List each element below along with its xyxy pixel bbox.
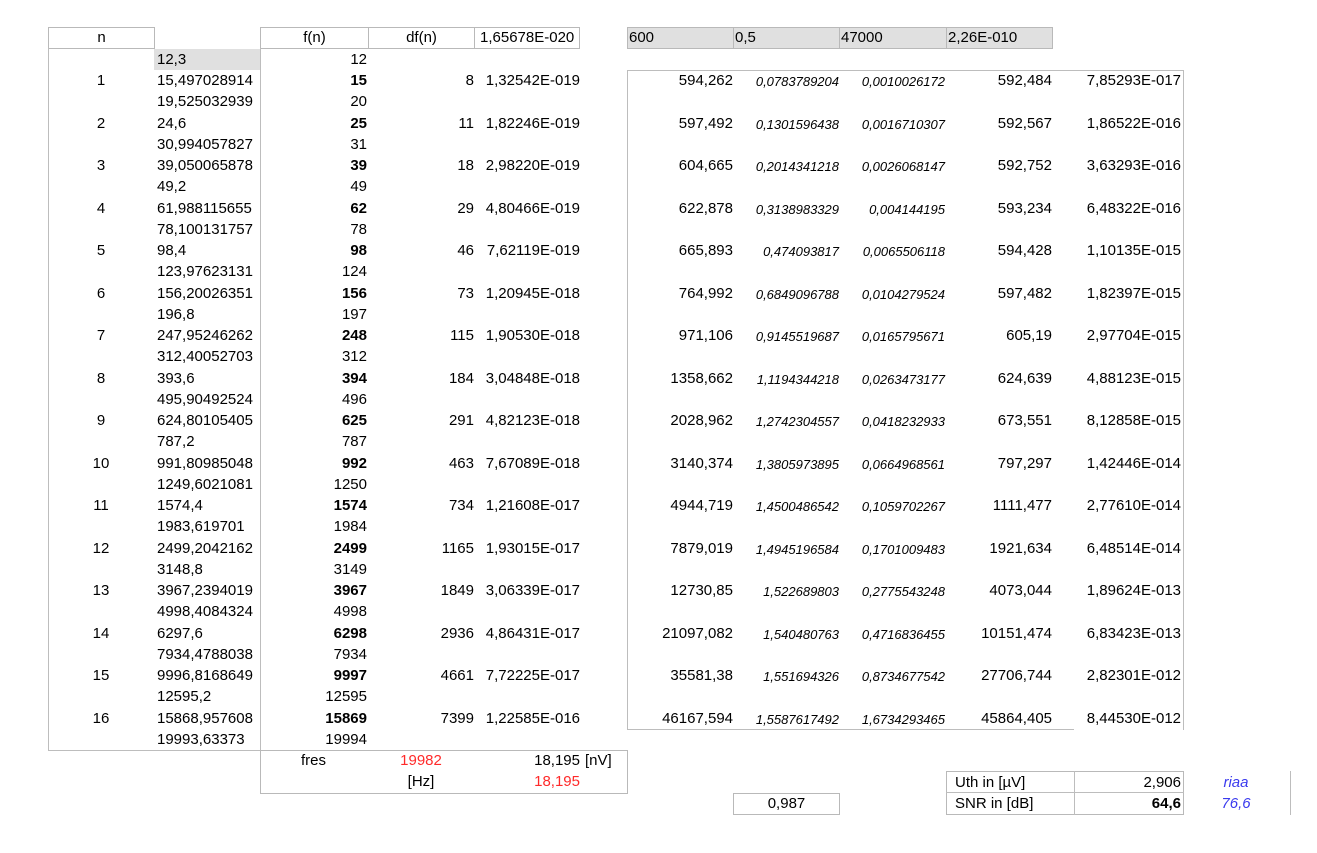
- row-g[interactable]: 3,63293E-016: [1086, 157, 1181, 174]
- row-n[interactable]: 3: [96, 157, 106, 174]
- row-df[interactable]: 8: [465, 72, 474, 89]
- row-d[interactable]: 592,484: [997, 72, 1052, 89]
- row-df[interactable]: 1849: [440, 582, 474, 599]
- row-f-mid[interactable]: 787: [341, 433, 367, 450]
- row-n[interactable]: 11: [93, 497, 109, 514]
- row-n[interactable]: 5: [96, 242, 106, 259]
- right-edge-line: [1290, 771, 1291, 815]
- row-f[interactable]: 15869: [325, 710, 367, 727]
- row-x[interactable]: 2499,2042162: [157, 540, 253, 557]
- row-a[interactable]: 1358,662: [670, 370, 733, 387]
- row-x[interactable]: 991,80985048: [157, 455, 253, 472]
- row-g[interactable]: 1,86522E-016: [1086, 115, 1181, 132]
- row-f[interactable]: 39: [350, 157, 367, 174]
- param-cell-4[interactable]: [946, 27, 1053, 49]
- row-x-mid[interactable]: 3148,8: [157, 561, 203, 578]
- row-b[interactable]: 0,0783789204: [755, 74, 839, 89]
- param-cell-3[interactable]: [839, 27, 947, 49]
- row-df[interactable]: 18: [457, 157, 474, 174]
- fres-label: fres: [301, 752, 327, 769]
- row-x[interactable]: 3967,2394019: [157, 582, 253, 599]
- row-x-mid[interactable]: 12595,2: [157, 688, 212, 705]
- row-g[interactable]: 2,97704E-015: [1086, 327, 1181, 344]
- param-cell-1[interactable]: [627, 27, 734, 49]
- row-f-mid[interactable]: 1250: [333, 476, 367, 493]
- row-e[interactable]: 2,98220E-019: [485, 157, 580, 174]
- row-df[interactable]: 46: [457, 242, 474, 259]
- row-d[interactable]: 27706,744: [981, 667, 1052, 684]
- first-f: 12: [350, 51, 367, 68]
- row-f-mid[interactable]: 7934: [333, 646, 367, 663]
- row-b[interactable]: 1,1194344218: [756, 372, 839, 387]
- row-f[interactable]: 2499: [333, 540, 367, 557]
- row-n[interactable]: 2: [96, 115, 106, 132]
- row-x-mid[interactable]: 123,97623131: [157, 263, 253, 280]
- row-x-mid[interactable]: 312,40052703: [157, 348, 253, 365]
- row-f[interactable]: 992: [341, 455, 367, 472]
- row-f[interactable]: 9997: [333, 667, 367, 684]
- row-e[interactable]: 4,80466E-019: [485, 200, 580, 217]
- row-a[interactable]: 2028,962: [670, 412, 733, 429]
- first-x: 12,3: [157, 51, 187, 68]
- row-g[interactable]: 2,77610E-014: [1086, 497, 1181, 514]
- row-b[interactable]: 1,522689803: [763, 584, 839, 599]
- row-x-mid[interactable]: 19993,63373: [157, 731, 245, 748]
- top-value: 1,65678E-020: [480, 29, 575, 46]
- row-x-mid[interactable]: 1249,6021081: [157, 476, 253, 493]
- row-d[interactable]: 1111,477: [992, 497, 1052, 514]
- row-e[interactable]: 7,67089E-018: [485, 455, 580, 472]
- row-b[interactable]: 1,540480763: [763, 627, 839, 642]
- row-f-mid[interactable]: 20: [350, 93, 367, 110]
- row-df[interactable]: 115: [450, 327, 474, 344]
- row-g[interactable]: 6,48514E-014: [1086, 540, 1181, 557]
- row-d[interactable]: 592,567: [997, 115, 1052, 132]
- row-a[interactable]: 597,492: [678, 115, 733, 132]
- row-df[interactable]: 463: [448, 455, 474, 472]
- row-a[interactable]: 12730,85: [670, 582, 733, 599]
- ratio-value: 0,987: [767, 795, 806, 812]
- header-cell-dfn[interactable]: [368, 27, 475, 49]
- hz-value[interactable]: 18,195: [534, 773, 580, 790]
- row-c[interactable]: 0,0664968561: [861, 457, 945, 472]
- row-x-mid[interactable]: 78,100131757: [157, 221, 253, 238]
- row-f-mid[interactable]: 312: [341, 348, 367, 365]
- row-c[interactable]: 0,004144195: [869, 202, 945, 217]
- row-df[interactable]: 734: [448, 497, 474, 514]
- row-e[interactable]: 1,82246E-019: [485, 115, 580, 132]
- row-a[interactable]: 971,106: [678, 327, 733, 344]
- row-f[interactable]: 25: [350, 115, 367, 132]
- row-e[interactable]: 1,93015E-017: [485, 540, 580, 557]
- row-a[interactable]: 7879,019: [670, 540, 733, 557]
- row-c[interactable]: 0,0026068147: [861, 159, 945, 174]
- row-x-mid[interactable]: 4998,4084324: [157, 603, 253, 620]
- row-df[interactable]: 7399: [440, 710, 474, 727]
- row-d[interactable]: 45864,405: [981, 710, 1052, 727]
- row-b[interactable]: 1,2742304557: [755, 414, 839, 429]
- param-1: 600: [629, 29, 655, 46]
- row-b[interactable]: 0,6849096788: [755, 287, 839, 302]
- row-f-mid[interactable]: 31: [350, 136, 367, 153]
- row-f[interactable]: 6298: [333, 625, 367, 642]
- row-df[interactable]: 2936: [440, 625, 474, 642]
- row-n[interactable]: 9: [96, 412, 106, 429]
- row-g[interactable]: 1,89624E-013: [1086, 582, 1181, 599]
- row-x-mid[interactable]: 787,2: [157, 433, 195, 450]
- row-e[interactable]: 1,32542E-019: [485, 72, 580, 89]
- row-df[interactable]: 29: [457, 200, 474, 217]
- param-cell-2[interactable]: [733, 27, 840, 49]
- header-cell-n[interactable]: [48, 27, 155, 49]
- first-x-cell[interactable]: [154, 49, 260, 70]
- row-n[interactable]: 10: [92, 455, 110, 472]
- row-e[interactable]: 3,04848E-018: [485, 370, 580, 387]
- row-g[interactable]: 2,82301E-012: [1086, 667, 1181, 684]
- row-df[interactable]: 184: [448, 370, 474, 387]
- riaa-label: riaa: [1223, 774, 1249, 791]
- row-x[interactable]: 98,4: [157, 242, 187, 259]
- row-f-mid[interactable]: 12595: [325, 688, 367, 705]
- row-c[interactable]: 0,1059702267: [861, 499, 945, 514]
- left-table-bottom: [48, 750, 260, 751]
- row-c[interactable]: 0,0418232933: [861, 414, 945, 429]
- left-table-border: [48, 48, 49, 751]
- riaa-value[interactable]: 76,6: [1221, 795, 1251, 812]
- row-x-mid[interactable]: 19,525032939: [157, 93, 253, 110]
- row-d[interactable]: 4073,044: [989, 582, 1052, 599]
- row-x-mid[interactable]: 1983,619701: [157, 518, 245, 535]
- param-4: 2,26E-010: [948, 29, 1018, 46]
- row-f-mid[interactable]: 49: [350, 178, 367, 195]
- header-n: n: [97, 29, 106, 46]
- row-d[interactable]: 605,19: [1006, 327, 1052, 344]
- row-f-mid[interactable]: 19994: [325, 731, 367, 748]
- row-x-mid[interactable]: 30,994057827: [157, 136, 253, 153]
- row-g[interactable]: 1,42446E-014: [1086, 455, 1181, 472]
- row-b[interactable]: 0,2014341218: [755, 159, 839, 174]
- row-f[interactable]: 625: [341, 412, 367, 429]
- row-df[interactable]: 4661: [440, 667, 474, 684]
- row-g[interactable]: 6,48322E-016: [1086, 200, 1181, 217]
- row-n[interactable]: 15: [92, 667, 110, 684]
- row-n[interactable]: 7: [96, 327, 106, 344]
- row-d[interactable]: 1921,634: [989, 540, 1052, 557]
- snr-label: SNR in [dB]: [955, 795, 1034, 812]
- row-x-mid[interactable]: 49,2: [157, 178, 187, 195]
- row-b[interactable]: 1,4500486542: [755, 499, 839, 514]
- row-f-mid[interactable]: 124: [341, 263, 367, 280]
- row-c[interactable]: 0,0263473177: [861, 372, 945, 387]
- header-fn: f(n): [303, 29, 326, 46]
- row-g[interactable]: 8,12858E-015: [1086, 412, 1181, 429]
- row-e[interactable]: 3,06339E-017: [485, 582, 580, 599]
- header-cell-fn[interactable]: [260, 27, 369, 49]
- row-f[interactable]: 248: [341, 327, 367, 344]
- row-g[interactable]: 4,88123E-015: [1086, 370, 1181, 387]
- row-a[interactable]: 3140,374: [670, 455, 733, 472]
- row-e[interactable]: 4,86431E-017: [485, 625, 580, 642]
- row-f[interactable]: 15: [350, 72, 367, 89]
- row-c[interactable]: 0,0016710307: [861, 117, 945, 132]
- row-x-mid[interactable]: 495,90492524: [157, 391, 253, 408]
- row-n[interactable]: 4: [96, 200, 106, 217]
- row-g[interactable]: 7,85293E-017: [1086, 72, 1181, 89]
- row-n[interactable]: 12: [92, 540, 110, 557]
- row-x[interactable]: 39,050065878: [157, 157, 253, 174]
- row-e[interactable]: 4,82123E-018: [485, 412, 580, 429]
- row-x[interactable]: 15868,957608: [157, 710, 253, 727]
- row-a[interactable]: 21097,082: [662, 625, 733, 642]
- row-n[interactable]: 14: [92, 625, 110, 642]
- row-f[interactable]: 62: [350, 200, 367, 217]
- row-n[interactable]: 16: [92, 710, 110, 727]
- row-x[interactable]: 247,95246262: [157, 327, 253, 344]
- row-d[interactable]: 10151,474: [981, 625, 1052, 642]
- row-f-mid[interactable]: 197: [341, 306, 367, 323]
- row-x[interactable]: 624,80105405: [157, 412, 253, 429]
- row-e[interactable]: 1,21608E-017: [485, 497, 580, 514]
- row-b[interactable]: 1,3805973895: [755, 457, 839, 472]
- row-c[interactable]: 1,6734293465: [861, 712, 945, 727]
- row-f[interactable]: 394: [341, 370, 367, 387]
- row-f[interactable]: 156: [341, 285, 367, 302]
- row-c[interactable]: 0,0104279524: [861, 287, 945, 302]
- row-x[interactable]: 24,6: [157, 115, 187, 132]
- row-a[interactable]: 46167,594: [662, 710, 733, 727]
- row-x[interactable]: 61,988115655: [157, 200, 252, 217]
- row-f-mid[interactable]: 1984: [333, 518, 367, 535]
- row-b[interactable]: 1,4945196584: [755, 542, 839, 557]
- row-b[interactable]: 1,5587617492: [755, 712, 839, 727]
- row-a[interactable]: 622,878: [678, 200, 733, 217]
- uth-value[interactable]: 2,906: [1143, 774, 1181, 791]
- row-f[interactable]: 1574: [333, 497, 367, 514]
- row-b[interactable]: 0,474093817: [763, 244, 839, 259]
- row-f-mid[interactable]: 496: [341, 391, 367, 408]
- row-n[interactable]: 1: [96, 72, 106, 89]
- row-x[interactable]: 6297,6: [157, 625, 203, 642]
- row-n[interactable]: 6: [96, 285, 106, 302]
- row-d[interactable]: 593,234: [997, 200, 1052, 217]
- row-d[interactable]: 594,428: [997, 242, 1052, 259]
- row-g[interactable]: 1,10135E-015: [1086, 242, 1181, 259]
- row-a[interactable]: 4944,719: [670, 497, 733, 514]
- row-d[interactable]: 673,551: [997, 412, 1052, 429]
- snr-value[interactable]: 64,6: [1151, 795, 1181, 812]
- row-x[interactable]: 156,20026351: [157, 285, 253, 302]
- row-c[interactable]: 0,0165795671: [861, 329, 945, 344]
- row-df[interactable]: 1165: [441, 540, 474, 557]
- row-b[interactable]: 0,3138983329: [755, 202, 839, 217]
- row-e[interactable]: 7,62119E-019: [486, 242, 580, 259]
- ratio-cell[interactable]: [733, 793, 840, 815]
- param-3: 47000: [841, 29, 883, 46]
- row-x-mid[interactable]: 196,8: [157, 306, 195, 323]
- row-x[interactable]: 15,497028914: [157, 72, 253, 89]
- right-table-right: [1183, 70, 1184, 730]
- row-f-mid[interactable]: 3149: [333, 561, 367, 578]
- row-df[interactable]: 291: [448, 412, 474, 429]
- row-e[interactable]: 7,72225E-017: [485, 667, 580, 684]
- row-df[interactable]: 73: [457, 285, 474, 302]
- uth-label: Uth in [µV]: [955, 774, 1026, 791]
- row-d[interactable]: 624,639: [997, 370, 1052, 387]
- header-cell-top-value[interactable]: [474, 27, 580, 49]
- row-c[interactable]: 0,0010026172: [861, 74, 945, 89]
- row-c[interactable]: 0,0065506118: [862, 244, 945, 259]
- param-2: 0,5: [735, 29, 756, 46]
- row-n[interactable]: 13: [92, 582, 110, 599]
- row-x-mid[interactable]: 7934,4788038: [157, 646, 253, 663]
- hz-label: [Hz]: [407, 773, 435, 790]
- row-g[interactable]: 6,83423E-013: [1086, 625, 1181, 642]
- row-g[interactable]: 8,44530E-012: [1086, 710, 1181, 727]
- noise-unit: [nV]: [585, 752, 612, 769]
- row-b[interactable]: 0,1301596438: [755, 117, 839, 132]
- row-e[interactable]: 1,22585E-016: [485, 710, 580, 727]
- row-d[interactable]: 597,482: [997, 285, 1052, 302]
- row-n[interactable]: 8: [96, 370, 106, 387]
- row-b[interactable]: 1,551694326: [763, 669, 839, 684]
- row-a[interactable]: 764,992: [678, 285, 733, 302]
- row-c[interactable]: 0,2775543248: [861, 584, 945, 599]
- row-e[interactable]: 1,20945E-018: [485, 285, 580, 302]
- noise-value[interactable]: 18,195: [534, 752, 580, 769]
- row-a[interactable]: 594,262: [678, 72, 733, 89]
- row-df[interactable]: 11: [458, 115, 474, 132]
- row-x[interactable]: 393,6: [157, 370, 195, 387]
- row-a[interactable]: 665,893: [678, 242, 733, 259]
- row-a[interactable]: 604,665: [678, 157, 733, 174]
- row-a[interactable]: 35581,38: [670, 667, 733, 684]
- header-dfn: df(n): [406, 29, 437, 46]
- row-e[interactable]: 1,90530E-018: [485, 327, 580, 344]
- row-c[interactable]: 0,1701009483: [861, 542, 945, 557]
- row-c[interactable]: 0,8734677542: [861, 669, 945, 684]
- row-f-mid[interactable]: 78: [350, 221, 367, 238]
- row-x[interactable]: 1574,4: [157, 497, 203, 514]
- row-b[interactable]: 0,9145519687: [755, 329, 839, 344]
- row-x[interactable]: 9996,8168649: [157, 667, 253, 684]
- row-f[interactable]: 98: [350, 242, 367, 259]
- first-f-cell[interactable]: [261, 49, 367, 70]
- row-g[interactable]: 1,82397E-015: [1086, 285, 1181, 302]
- row-f-mid[interactable]: 4998: [333, 603, 367, 620]
- fres-value[interactable]: 19982: [400, 752, 442, 769]
- row-c[interactable]: 0,4716836455: [861, 627, 945, 642]
- row-f[interactable]: 3967: [333, 582, 367, 599]
- row-d[interactable]: 797,297: [997, 455, 1052, 472]
- row-d[interactable]: 592,752: [997, 157, 1052, 174]
